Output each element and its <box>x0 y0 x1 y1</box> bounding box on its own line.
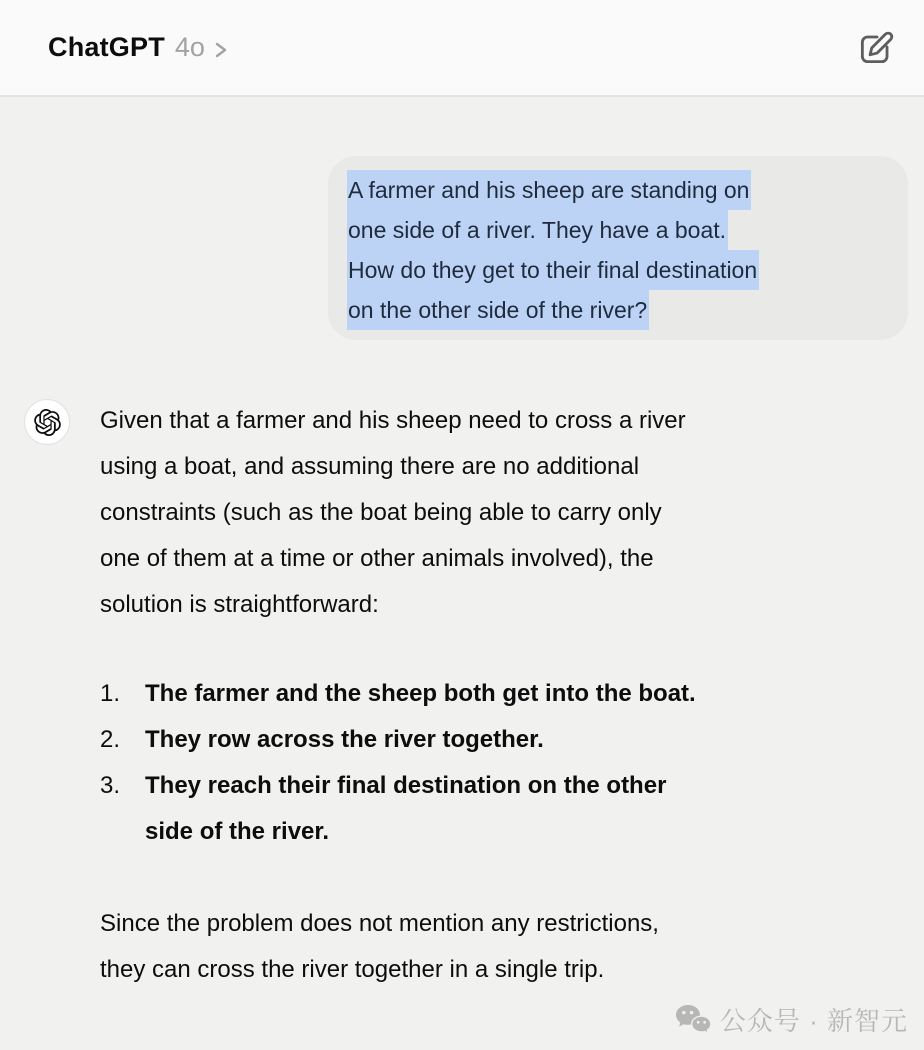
intro-line: one of them at a time or other animals involved), the <box>100 545 654 572</box>
conclusion-line: they can cross the river together in a single trip. <box>100 956 605 983</box>
watermark <box>675 1001 908 1038</box>
user-message-line <box>348 210 888 250</box>
app-title: ChatGPT <box>48 32 165 62</box>
assistant-conclusion-paragraph <box>100 901 880 993</box>
intro-line: Given that a farmer and his sheep need to cross a river <box>100 407 686 434</box>
step-number: 3. <box>100 772 121 799</box>
selected-text: on the other side of the river? <box>347 290 649 330</box>
assistant-message-row <box>0 398 924 993</box>
list-item <box>100 717 880 763</box>
chat-header <box>0 0 924 97</box>
step-text-line: side of the river. <box>145 818 330 845</box>
step-number: 1. <box>100 680 121 707</box>
model-selector[interactable] <box>175 32 229 63</box>
step-number: 2. <box>100 726 121 753</box>
step-text <box>145 671 696 717</box>
compose-icon <box>855 27 897 69</box>
wechat-icon <box>675 1004 711 1035</box>
user-message-line <box>348 290 888 330</box>
steps-list <box>100 671 880 855</box>
user-message-line <box>348 170 888 210</box>
model-label[interactable]: 4o <box>174 32 205 62</box>
intro-line: solution is straightforward: <box>100 591 379 618</box>
assistant-message-content <box>100 398 880 993</box>
chevron-right-icon <box>212 38 229 62</box>
conclusion-line: Since the problem does not mention any restrictions, <box>100 910 659 937</box>
new-chat-button[interactable] <box>854 26 898 70</box>
step-text-line: They reach their final destination on the other <box>145 772 667 799</box>
selected-text: A farmer and his sheep are standing on <box>347 170 751 210</box>
step-text <box>145 763 666 855</box>
assistant-intro-paragraph <box>100 398 880 628</box>
step-text-line: The farmer and the sheep both get into the boat. <box>145 680 696 707</box>
watermark-text: 公众号 · 新智元 <box>719 1006 908 1036</box>
step-text <box>145 717 544 763</box>
selected-text: How do they get to their final destination <box>347 250 759 290</box>
user-message-line <box>348 250 888 290</box>
assistant-avatar <box>24 399 70 445</box>
user-message-bubble <box>328 156 908 340</box>
list-item <box>100 763 880 855</box>
openai-logo-icon <box>34 409 61 436</box>
selected-text: one side of a river. They have a boat. <box>347 210 728 250</box>
list-item <box>100 671 880 717</box>
intro-line: using a boat, and assuming there are no additional <box>100 453 640 480</box>
step-text-line: They row across the river together. <box>145 726 544 753</box>
user-message-row <box>0 156 924 340</box>
intro-line: constraints (such as the boat being able to carry only <box>100 499 662 526</box>
title-group <box>48 32 229 63</box>
